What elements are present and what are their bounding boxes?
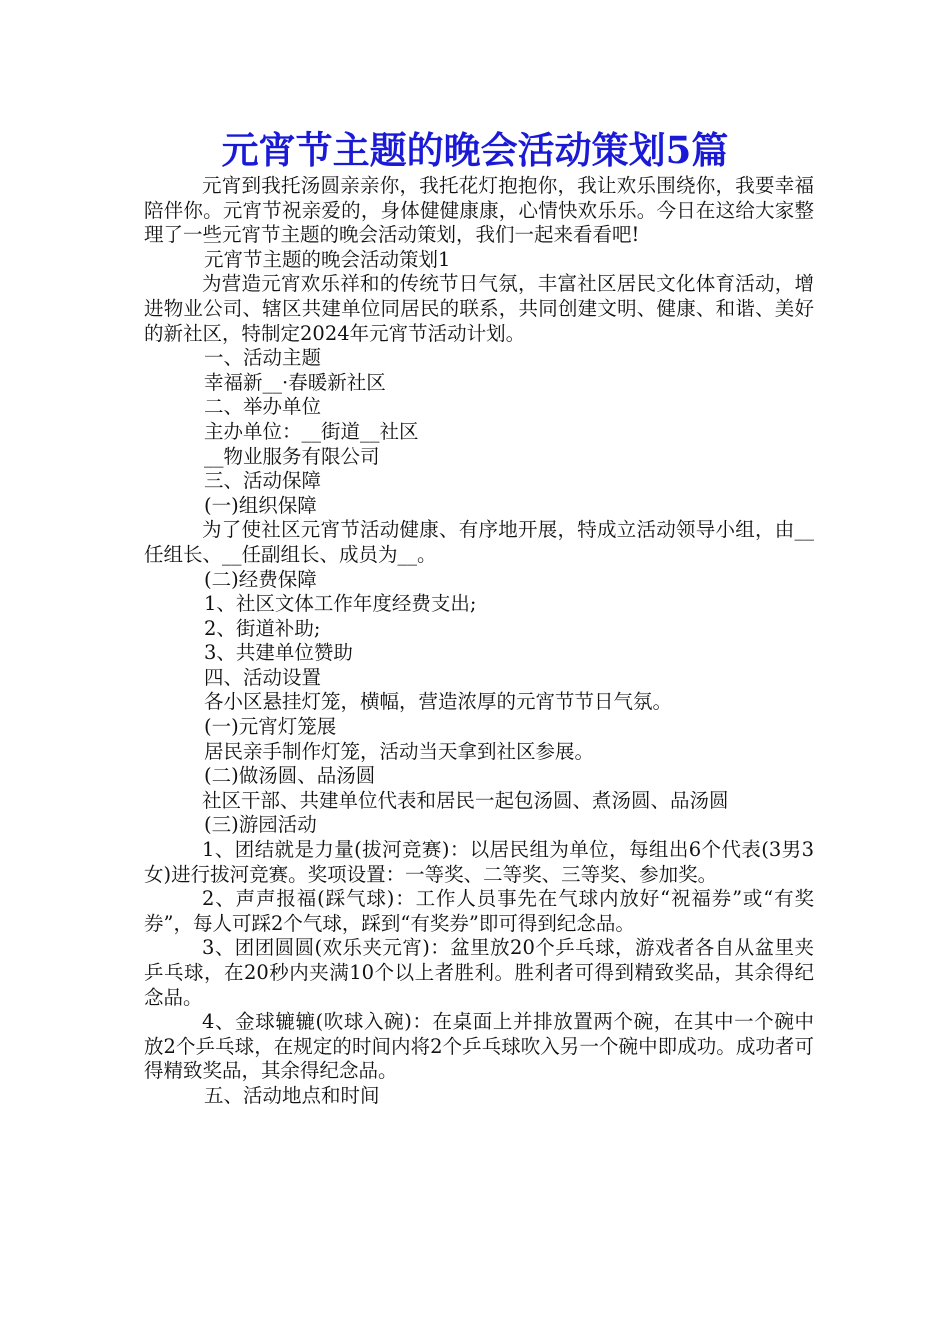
paragraph: 五、活动地点和时间: [204, 1083, 380, 1107]
paragraph: (三)游园活动: [204, 813, 317, 837]
paragraph: 3、共建单位赞助: [204, 641, 353, 665]
paragraph: (二)经费保障: [204, 567, 317, 591]
paragraph: 2、街道补助;: [204, 616, 321, 640]
document-body: [144, 174, 814, 1109]
paragraph: (一)元宵灯笼展: [204, 715, 337, 739]
paragraph: 元宵节主题的晚会活动策划1: [204, 247, 451, 271]
paragraph: 为了使社区元宵节活动健康、有序地开展，特成立活动领导小组，由__任组长、__任副组长、成员为__。: [144, 518, 814, 566]
paragraph: 2、声声报福(踩气球)：工作人员事先在气球内放好“祝福券”或“有奖券”，每人可踩2个气球，踩到“有奖券”即可得到纪念品。: [144, 887, 814, 935]
paragraph: __物业服务有限公司: [204, 444, 380, 468]
paragraph: 3、团团圆圆(欢乐夹元宵)：盆里放20个乒乓球，游戏者各自从盆里夹乒乓球，在20秒内夹满10个以上者胜利。胜利者可得到精致奖品，其余得纪念品。: [144, 936, 814, 1009]
paragraph: 元宵到我托汤圆亲亲你，我托花灯抱抱你，我让欢乐围绕你，我要幸福陪伴你。元宵节祝亲爱的，身体健健康康，心情快欢乐乐。今日在这给大家整理了一些元宵节主题的晚会活动策划，我们一起来看看吧!: [144, 174, 814, 247]
paragraph: 4、金球辘辘(吹球入碗)：在桌面上并排放置两个碗，在其中一个碗中放2个乒乓球，在规定的时间内将2个乒乓球吹入另一个碗中即成功。成功者可得精致奖品，其余得纪念品。: [144, 1010, 814, 1083]
paragraph: 为营造元宵欢乐祥和的传统节日气氛，丰富社区居民文化体育活动，增进物业公司、辖区共建单位同居民的联系，共同创建文明、健康、和谐、美好的新社区，特制定2024年元宵节活动计划。: [144, 272, 814, 345]
paragraph: (二)做汤圆、品汤圆: [204, 764, 376, 788]
paragraph: 三、活动保障: [204, 469, 322, 493]
paragraph: 一、活动主题: [204, 346, 322, 370]
paragraph: 1、社区文体工作年度经费支出;: [204, 592, 477, 616]
paragraph: 主办单位：__街道__社区: [204, 419, 419, 443]
paragraph: 1、团结就是力量(拔河竞赛)：以居民组为单位，每组出6个代表(3男3女)进行拔河竞赛。奖项设置：一等奖、二等奖、三等奖、参加奖。: [144, 838, 814, 886]
paragraph: 二、举办单位: [204, 395, 322, 419]
document-title: 元宵节主题的晚会活动策划5篇: [221, 128, 729, 172]
paragraph: (一)组织保障: [204, 493, 317, 517]
paragraph: 社区干部、共建单位代表和居民一起包汤圆、煮汤圆、品汤圆: [202, 788, 729, 812]
paragraph: 各小区悬挂灯笼，横幅，营造浓厚的元宵节节日气氛。: [204, 690, 673, 714]
paragraph: 四、活动设置: [204, 665, 322, 689]
paragraph: 幸福新__·春暖新社区: [204, 370, 386, 394]
paragraph: 居民亲手制作灯笼，活动当天拿到社区参展。: [204, 739, 595, 763]
